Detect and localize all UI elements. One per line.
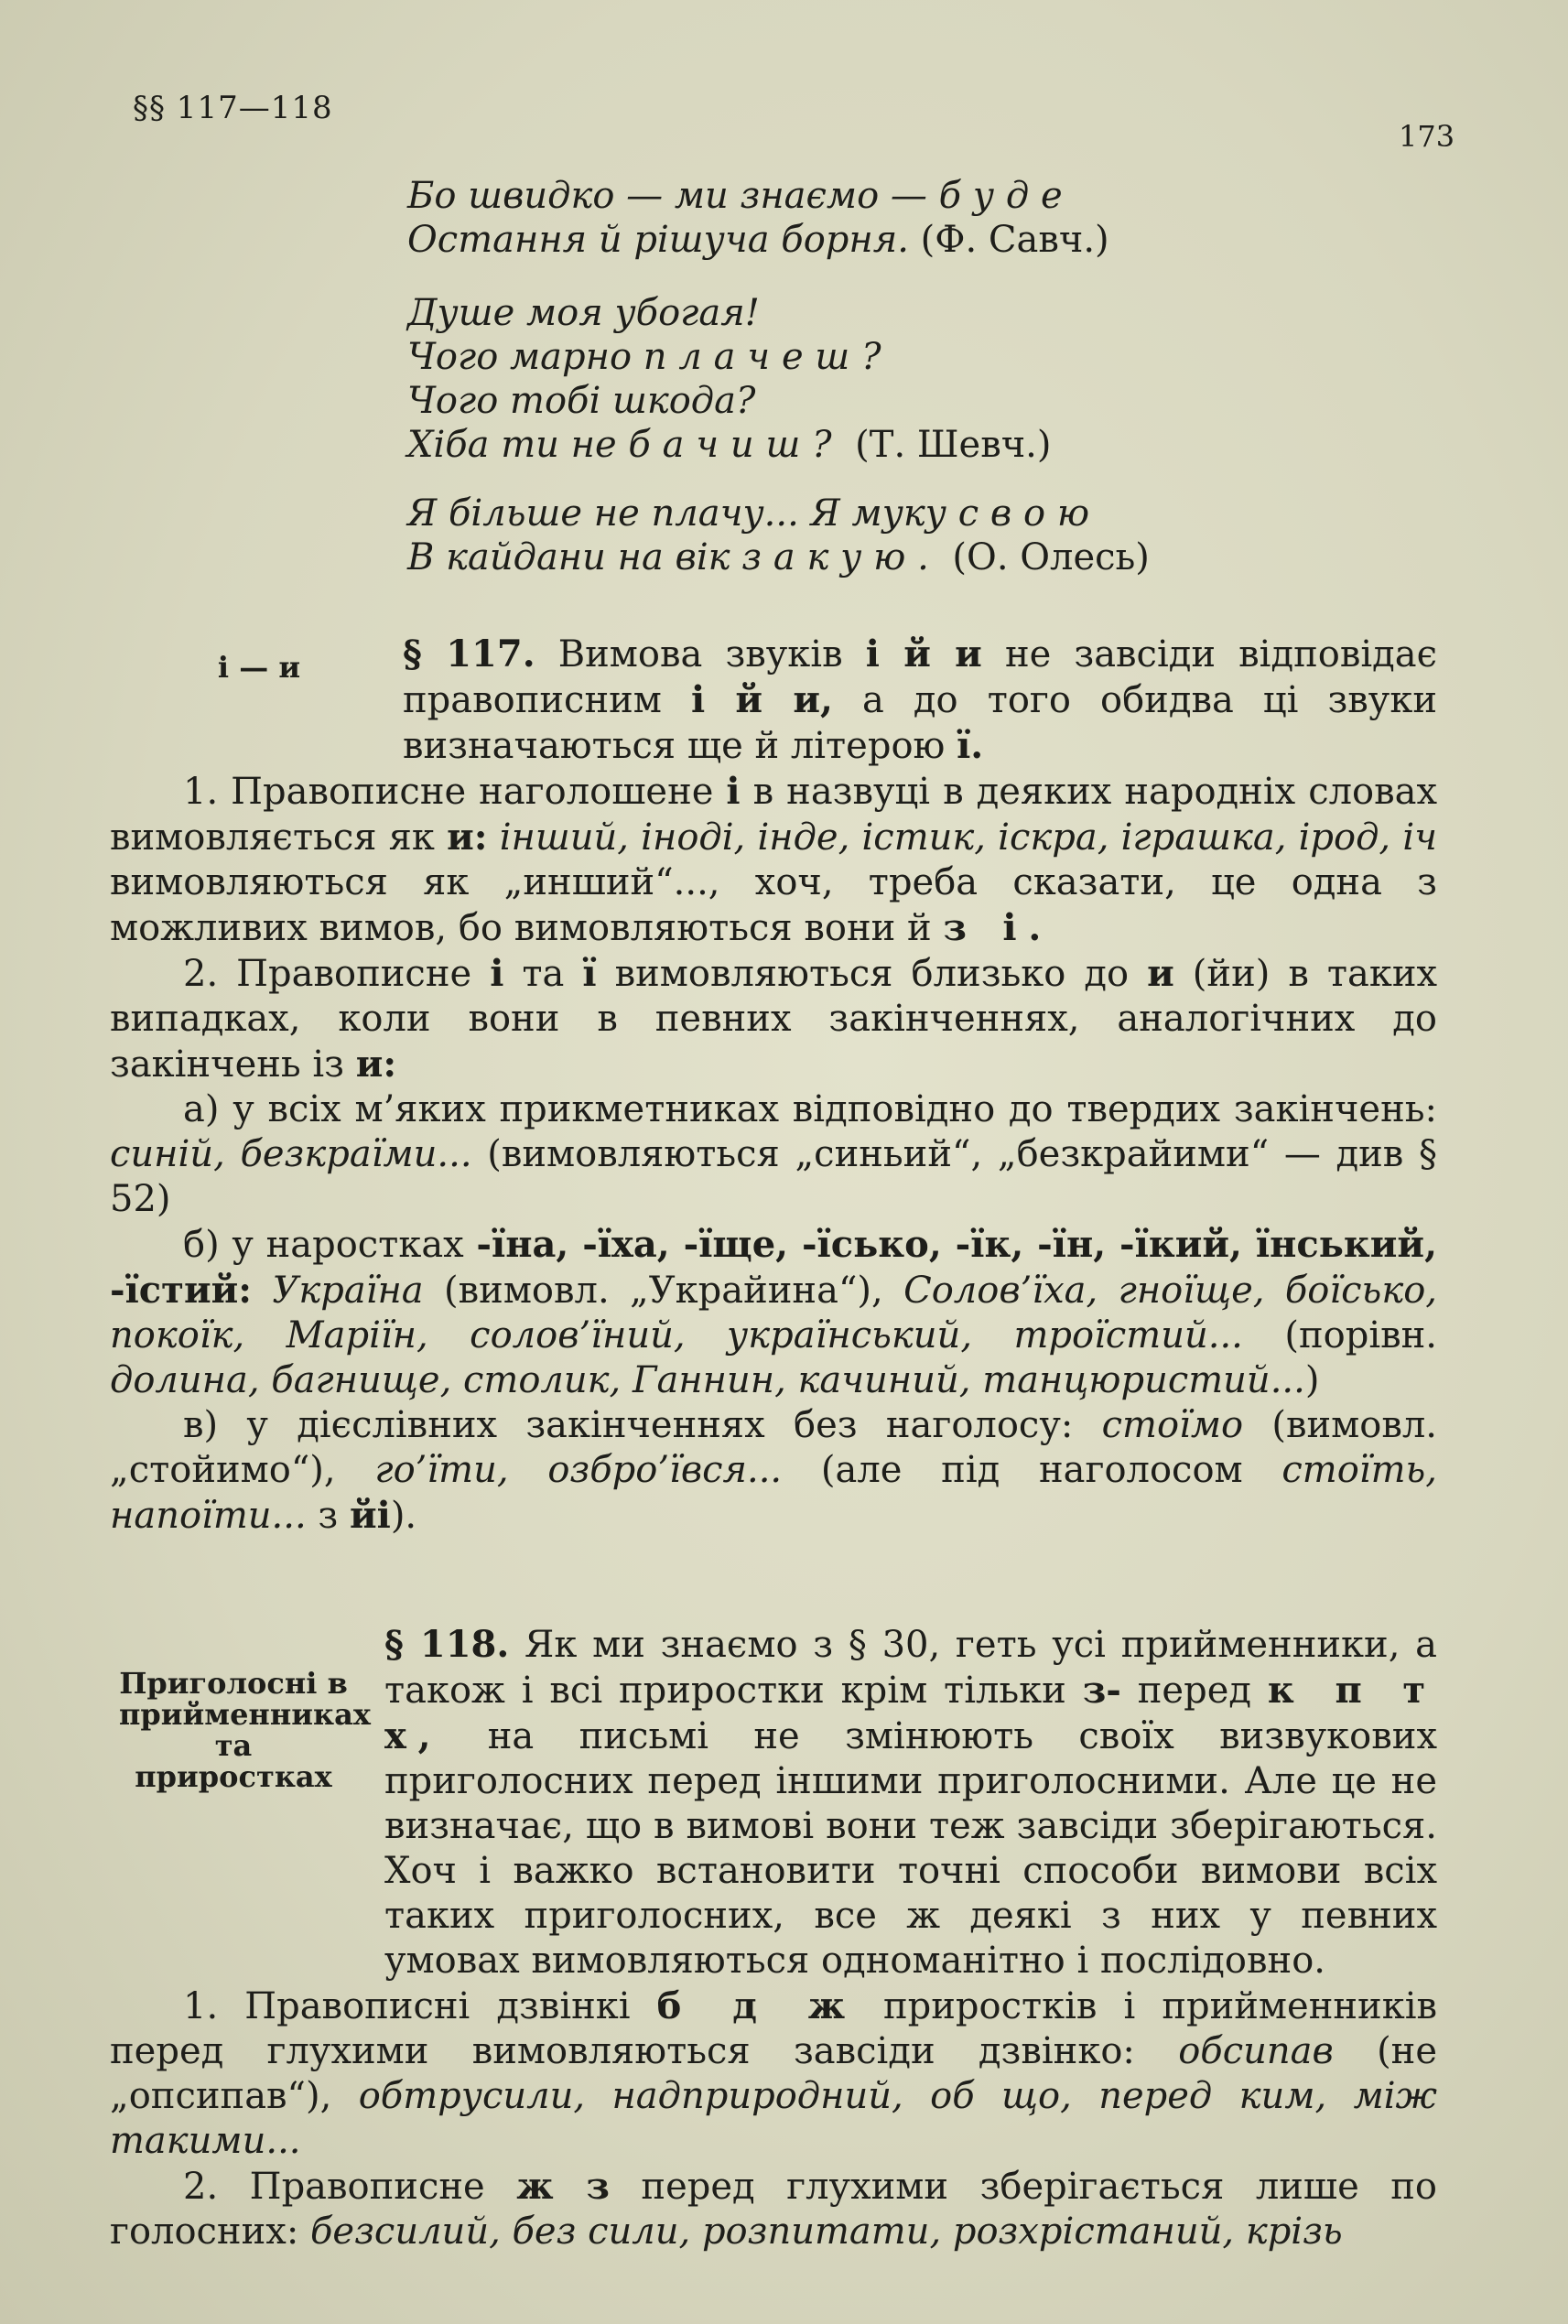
margin-label-118: Приголосні в прийменниках та приростках (119, 1666, 371, 1794)
poem-line: Душе моя убогая! (407, 292, 760, 334)
poem-stanza-3 (407, 492, 1368, 579)
section-118-point-2: 2. Правописне ж з перед глухими зберігається лише по голосних: безсилий, без сили, розпитати, розхрістаний, крізь (110, 2165, 1438, 2253)
section-117-point-b: б) у наростках -їна, -їха, -їще, -їсько, -їк, -їн, -їкий, їнський, -їстий: Україна (вимовл. „Украйина“), Солов’їха, гноїще, боїсько, покоїк, Маріїн, солов’їний, український, троїстий... (порівн. долина, багнище, столик, Ганнин, качиний, танцюристий...) (110, 1223, 1438, 1401)
section-118 (110, 1622, 1437, 2254)
section-117-point-2: 2. Правописне і та ї вимовляються близько до и (йи) в таких випадках, коли вони в певних закінченнях, аналогічних до закінчень із и: (110, 952, 1438, 1086)
poem-line: Бо швидко — ми знаємо — буде (407, 175, 1075, 217)
poem-stanza-2 (407, 291, 1368, 467)
poem-line: Чого марно плачеш? (407, 336, 893, 378)
section-117-point-a: а) у всіх м’яких прикметниках відповідно до твердих закінчень: синій, безкраїми... (вимовляються „синьий“, „безкрайими“ — див § 52) (110, 1088, 1437, 1220)
section-117-point-1: 1. Правописне наголошене і в назвуці в деяких народніх словах вимовляється як и: інший, іноді, інде, істик, іскра, іграшка, ірод, іч вимовляються як „инший“..., хоч, треба сказати, це одна з можливих вимов, бо вимовляються вони й з і. (110, 770, 1438, 949)
poem-line: Чого тобі шкода? (407, 380, 756, 422)
poem-line: В кайдани на вік закую. (О. Олесь) (407, 536, 1150, 578)
margin-label-117: і — и (217, 650, 301, 685)
page-number: 173 (1399, 119, 1455, 154)
poem-stanza-1 (407, 174, 1368, 262)
section-118-intro: § 118. Як ми знаємо з § 30, геть усі прийменники, а також і всі приростки крім тільки з- перед к п т х, на письмі не змінюють своїх визвукових приголосних перед іншими приголосними. Але це не визначає, що в вимові вони теж завсіди зберігаються. Хоч і важко встановити точні способи вимови всіх таких приголосних, все ж деякі з них у певних умовах вимовляються одноманітно і послідовно. (384, 1623, 1438, 1982)
running-head: §§ 117—118 (133, 90, 333, 126)
section-117-point-c: в) у дієслівних закінченнях без наголосу: стоїмо (вимовл. „стойимо“), го’їти, озбро’ївся... (але під наголосом стоїть, напоїти... з йі). (110, 1404, 1438, 1537)
section-117 (110, 632, 1437, 1539)
section-117-intro: § 117. Вимова звуків і й и не завсіди відповідає правописним і й и, а до того обидва ці звуки визначаються ще й літерою ї. (403, 632, 1438, 767)
poem-line: Хіба ти не бачиш? (Т. Шевч.) (407, 424, 1052, 466)
section-118-point-1: 1. Правописні дзвінкі б д ж приростків і прийменників перед глухими вимовляються завсіди дзвінко: обсипав (не „опсипав“), обтрусили, надприродний, об що, перед ким, між такими... (110, 1984, 1438, 2162)
poem-line: Я більше не плачу... Я муку свою (407, 492, 1101, 535)
poem-line: Остання й рішуча борня. (Ф. Савч.) (407, 219, 1109, 261)
